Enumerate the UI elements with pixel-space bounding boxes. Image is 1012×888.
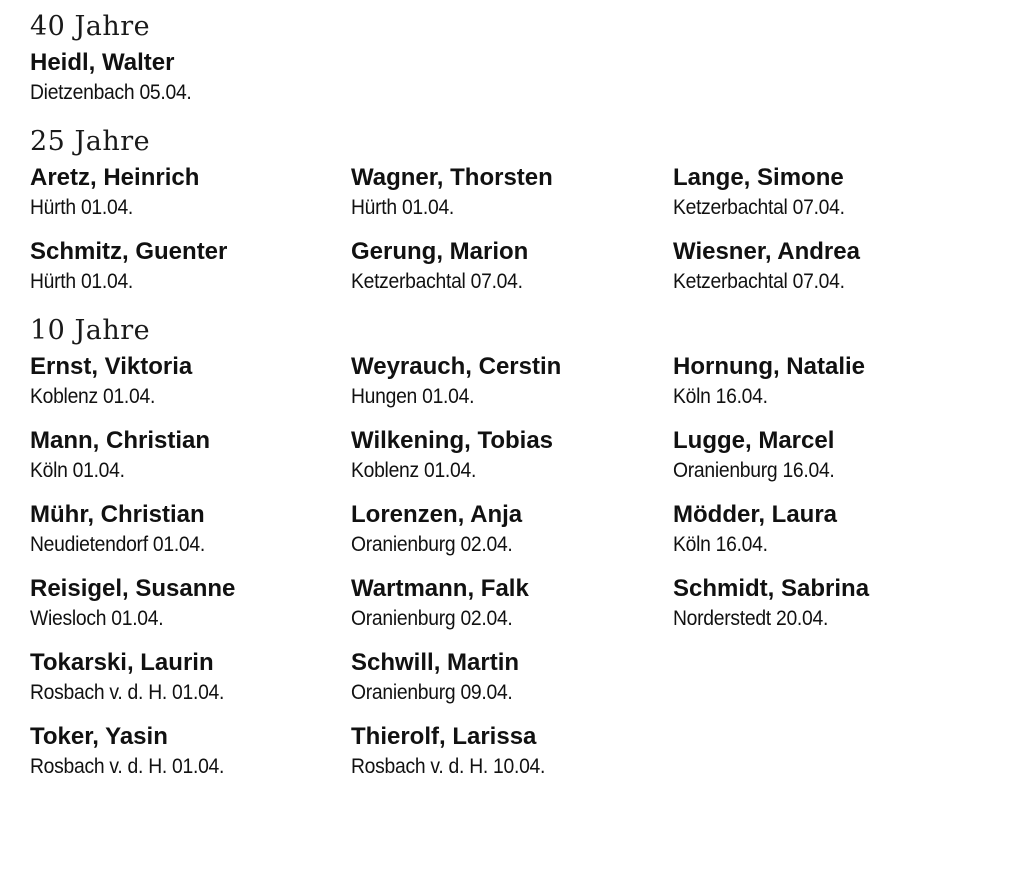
entry [673, 237, 973, 296]
entry [351, 574, 673, 633]
entry-name: Schmitz, Guenter [30, 238, 228, 265]
entry [30, 237, 351, 296]
entry [30, 574, 351, 633]
entry-location-date: Dietzenbach 05.04. [30, 81, 192, 104]
entry-grid [30, 352, 1000, 781]
entry-location-date: Neudietendorf 01.04. [30, 533, 205, 556]
entry [673, 352, 973, 411]
entry-location-date: Wiesloch 01.04. [30, 607, 164, 630]
entry [30, 648, 351, 707]
entry-name: Thierolf, Larissa [351, 723, 537, 750]
entry [30, 48, 351, 107]
entry-location-date: Hürth 01.04. [30, 196, 134, 219]
entry-location-date: Rosbach v. d. H. 01.04. [30, 755, 225, 778]
entry [351, 237, 673, 296]
entry-location-date: Ketzerbachtal 07.04. [351, 270, 523, 293]
entry-location-date: Köln 16.04. [673, 385, 768, 408]
entry-name: Mödder, Laura [673, 501, 838, 528]
section-title: 10 Jahre [30, 315, 151, 346]
entry-grid [30, 163, 1000, 296]
entry-name: Mühr, Christian [30, 501, 205, 528]
entry-grid [30, 48, 1000, 107]
entry-name: Aretz, Heinrich [30, 164, 200, 191]
entry-location-date: Rosbach v. d. H. 10.04. [351, 755, 546, 778]
entry-name: Wartmann, Falk [351, 575, 529, 602]
entry [351, 426, 673, 485]
entry-name: Wagner, Thorsten [351, 164, 553, 191]
entry-name: Toker, Yasin [30, 723, 168, 750]
entry-name: Heidl, Walter [30, 49, 175, 76]
entry [30, 426, 351, 485]
entry [673, 500, 973, 559]
entry [30, 500, 351, 559]
entry-location-date: Köln 16.04. [673, 533, 768, 556]
entry-name: Schmidt, Sabrina [673, 575, 870, 602]
entry [351, 648, 673, 707]
entry [30, 352, 351, 411]
entry-name: Weyrauch, Cerstin [351, 353, 562, 380]
entry-name: Lugge, Marcel [673, 427, 835, 454]
entry-name: Wilkening, Tobias [351, 427, 554, 454]
entry-location-date: Koblenz 01.04. [30, 385, 156, 408]
entry-location-date: Ketzerbachtal 07.04. [673, 196, 845, 219]
entry [351, 352, 673, 411]
empty-cell [673, 648, 973, 707]
entry-name: Hornung, Natalie [673, 353, 866, 380]
entry [351, 722, 673, 781]
entry [351, 500, 673, 559]
entry-location-date: Rosbach v. d. H. 01.04. [30, 681, 225, 704]
entry-location-date: Oranienburg 02.04. [351, 533, 513, 556]
section-25-jahre [30, 125, 1000, 296]
anniversary-list [30, 10, 1000, 799]
entry-location-date: Hürth 01.04. [351, 196, 455, 219]
entry [30, 722, 351, 781]
entry-location-date: Köln 01.04. [30, 459, 125, 482]
entry-location-date: Oranienburg 09.04. [351, 681, 513, 704]
entry-location-date: Oranienburg 02.04. [351, 607, 513, 630]
section-40-jahre [30, 10, 1000, 107]
entry-location-date: Norderstedt 20.04. [673, 607, 829, 630]
entry [673, 163, 973, 222]
entry [351, 163, 673, 222]
entry-name: Lorenzen, Anja [351, 501, 523, 528]
entry-name: Schwill, Martin [351, 649, 520, 676]
entry [30, 163, 351, 222]
entry [673, 426, 973, 485]
section-10-jahre [30, 314, 1000, 781]
section-title: 40 Jahre [30, 11, 151, 42]
entry-name: Gerung, Marion [351, 238, 529, 265]
section-title: 25 Jahre [30, 126, 151, 157]
entry-name: Lange, Simone [673, 164, 844, 191]
entry-name: Tokarski, Laurin [30, 649, 214, 676]
entry-location-date: Ketzerbachtal 07.04. [673, 270, 845, 293]
entry-location-date: Oranienburg 16.04. [673, 459, 835, 482]
entry [673, 574, 973, 633]
entry-name: Reisigel, Susanne [30, 575, 236, 602]
entry-name: Mann, Christian [30, 427, 211, 454]
entry-name: Ernst, Viktoria [30, 353, 193, 380]
entry-location-date: Hungen 01.04. [351, 385, 475, 408]
entry-location-date: Hürth 01.04. [30, 270, 134, 293]
entry-location-date: Koblenz 01.04. [351, 459, 477, 482]
entry-name: Wiesner, Andrea [673, 238, 860, 265]
